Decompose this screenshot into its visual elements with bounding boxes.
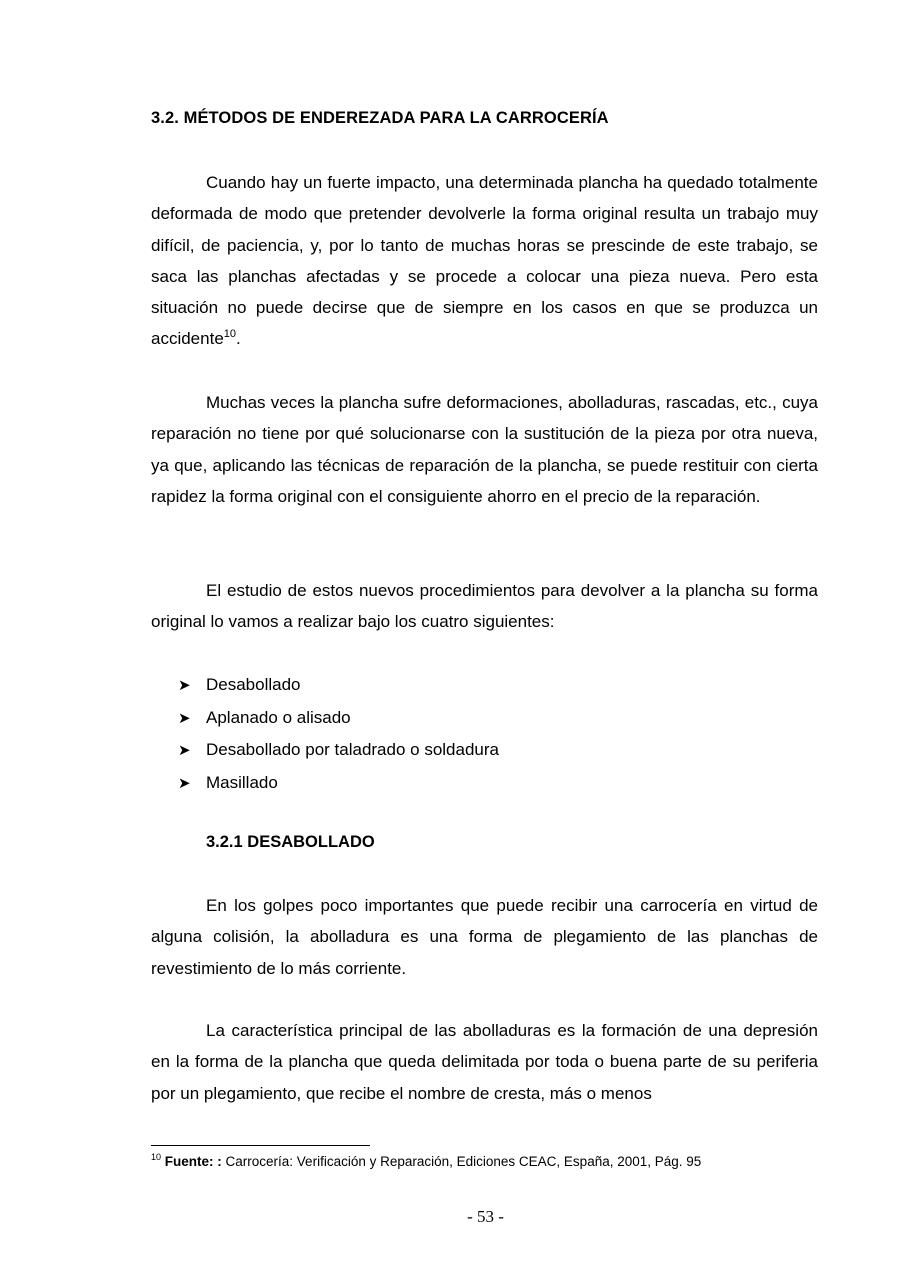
section-heading: 3.2. MÉTODOS DE ENDEREZADA PARA LA CARROCERÍA [151,109,609,127]
paragraph-1-tail: . [236,329,241,349]
paragraph-2 [151,387,818,512]
footnote-label: Fuente: : [164,1154,222,1169]
paragraph-2-text: Muchas veces la plancha sufre deformaciones, abolladuras, rascadas, etc., cuya reparación no tiene por qué solucionarse con la sustitución de la pieza por otra nueva, ya que, aplicando las técnicas de reparación de la plancha, se puede restituir con cierta rapidez la forma original con el consiguiente ahorro en el precio de la reparación. [151,393,818,506]
paragraph-4-text: En los golpes poco importantes que puede recibir una carrocería en virtud de alguna colisión, la abolladura es una forma de plegamiento de las planchas de revestimiento de lo más corriente. [151,896,818,978]
arrowhead-bullet-icon: ➤ [178,709,191,727]
list-item-label: Masillado [206,772,278,792]
footnote-reference[interactable]: 10 [223,328,237,341]
footnote-text: Carrocería: Verificación y Reparación, Ediciones CEAC, España, 2001, Pág. 95 [221,1154,702,1169]
list-item-label: Aplanado o alisado [206,707,351,727]
list-item-label: Desabollado [206,675,301,694]
methods-list [178,669,499,799]
paragraph-1 [151,167,818,355]
paragraph-3 [151,575,818,638]
paragraph-5-text: La característica principal de las abolladuras es la formación de una depresión en la forma de la plancha que queda delimitada por toda o buena parte de su periferia por un plegamiento, que recibe el nombre de cresta, más o menos [151,1021,818,1103]
list-item [178,767,499,800]
list-item [178,702,499,735]
list-item [178,734,499,767]
list-item [178,669,499,702]
footnote-number: 10 [151,1152,162,1162]
arrowhead-bullet-icon: ➤ [178,742,191,759]
arrowhead-bullet-icon: ➤ [178,677,191,694]
paragraph-1-text: Cuando hay un fuerte impacto, una determinada plancha ha quedado totalmente deformada de modo que pretender devolverle la forma original resulta un trabajo muy difícil, de paciencia, y, por lo tanto de muchas horas se prescinde de este trabajo, se saca las planchas afectadas y se procede a colocar una pieza nueva. Pero esta situación no puede decirse que de siempre en los casos en que se produzca un accidente [151,173,818,349]
list-item-label: Desabollado por taladrado o soldadura [206,740,499,759]
paragraph-5 [151,1015,818,1109]
footnote-separator [151,1145,370,1146]
arrowhead-bullet-icon: ➤ [178,774,191,792]
paragraph-3-text: El estudio de estos nuevos procedimientos para devolver a la plancha su forma original lo vamos a realizar bajo los cuatro siguientes: [151,581,818,632]
footnote [151,1154,701,1169]
page-number: - 53 - [467,1207,504,1226]
paragraph-4 [151,890,818,984]
subsection-heading: 3.2.1 DESABOLLADO [206,833,375,851]
